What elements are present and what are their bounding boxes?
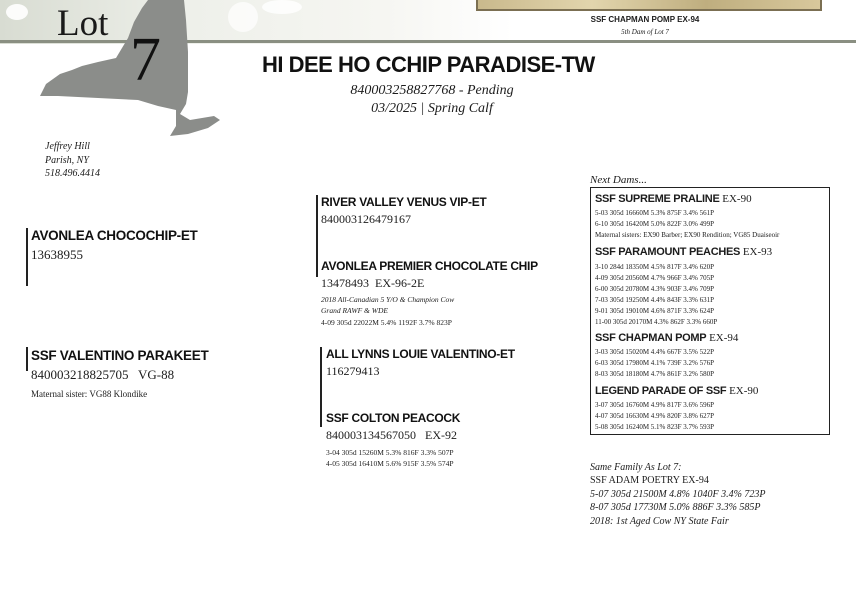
sire-dam-note: 2018 All-Canadian 5 Y/O & Champion Cow (321, 295, 455, 304)
top-dam-note: 5th Dam of Lot 7 (621, 28, 669, 36)
dam-record: 8-03 305d 18180M 4.7% 861F 3.2% 580P (595, 370, 715, 378)
top-dam-name: SSF CHAPMAN POMP EX-94 (590, 15, 700, 24)
sire-sire-registration: 840003126479167 (321, 212, 411, 226)
flower-decoration (228, 2, 258, 32)
dam-record: 3-03 305d 15020M 4.4% 667F 3.5% 522P (595, 348, 715, 356)
animal-birth: 03/2025 | Spring Calf (371, 101, 493, 116)
dam-record: 3-10 284d 18350M 4.5% 817F 3.4% 620P (595, 263, 715, 271)
same-family-section (590, 461, 766, 528)
same-family-record: 5-07 305d 21500M 4.8% 1040F 3.4% 723P (590, 488, 766, 500)
sire-dam-registration: 13478493 EX-96-2E (321, 276, 425, 290)
same-family-record: 8-07 305d 17730M 5.0% 886F 3.3% 585P (590, 502, 761, 514)
animal-registration: 840003258827768 - Pending (350, 83, 514, 98)
dam-record: 5-08 305d 16240M 5.1% 823F 3.7% 593P (595, 423, 715, 431)
dam-score: EX-90 (729, 385, 759, 397)
dam-note: Maternal sisters: EX90 Barber; EX90 Rendition; VG85 Duaiseoir (595, 231, 780, 239)
dam-title (595, 246, 772, 258)
dam-record: 7-03 305d 19250M 4.4% 843F 3.3% 631P (595, 296, 715, 304)
consignor-phone: 518.496.4414 (45, 168, 100, 179)
dam-record: 4-09 305d 20560M 4.7% 966F 3.4% 705P (595, 274, 715, 282)
consignor-info (45, 140, 100, 181)
animal-name: HI DEE HO CCHIP PARADISE-TW (262, 52, 595, 77)
pedigree-bracket-sire-side (316, 195, 318, 277)
dam-record: 4-07 305d 16630M 4.9% 820F 3.8% 627P (595, 412, 715, 420)
same-family-award: 2018: 1st Aged Cow NY State Fair (590, 515, 729, 527)
lot-number: 7 (130, 26, 161, 94)
sire-dam-name: AVONLEA PREMIER CHOCOLATE CHIP (321, 259, 538, 273)
dam-dam-record: 4-05 305d 16410M 5.6% 915F 3.5% 574P (326, 459, 454, 468)
lot-label: Lot (57, 3, 109, 44)
dam-record: 11-00 305d 20170M 4.3% 862F 3.3% 660P (595, 318, 718, 326)
dam-name: SSF PARAMOUNT PEACHES (595, 246, 741, 258)
dam-record: 6-03 305d 17980M 4.1% 739F 3.2% 576P (595, 359, 715, 367)
same-family-label: Same Family As Lot 7: (590, 462, 682, 473)
dam-name: SSF CHAPMAN POMP (595, 332, 707, 344)
next-dams-label: Next Dams... (590, 174, 647, 186)
next-dams-box (590, 187, 830, 435)
pedigree-bracket-dam (26, 347, 28, 371)
sire-registration: 13638955 (31, 247, 83, 262)
consignor-location: Parish, NY (45, 154, 89, 166)
dam-note: Maternal sister: VG88 Klondike (31, 389, 148, 399)
same-family-name: SSF ADAM POETRY EX-94 (590, 475, 709, 487)
dam-record: 3-07 305d 16760M 4.9% 817F 3.6% 596P (595, 401, 715, 409)
dam-score: EX-93 (742, 246, 773, 258)
dam-name: SSF VALENTINO PARAKEET (31, 348, 209, 363)
dam-score: EX-90 (722, 193, 752, 205)
flower-decoration (6, 4, 28, 20)
flower-decoration (262, 0, 302, 14)
dam-dam-record: 3-04 305d 15260M 5.3% 816F 3.3% 507P (326, 448, 454, 457)
dam-title (595, 385, 758, 397)
consignor-name: Jeffrey Hill (45, 141, 90, 152)
dam-registration: 840003218825705 VG-88 (31, 367, 175, 382)
pedigree-photo (476, 0, 822, 11)
pedigree-bracket-dam-side (320, 347, 322, 427)
dam-dam-name: SSF COLTON PEACOCK (326, 411, 461, 425)
dam-sire-name: ALL LYNNS LOUIE VALENTINO-ET (326, 347, 515, 361)
dam-title (595, 193, 752, 205)
dam-record: 6-10 305d 16420M 5.0% 822F 3.0% 499P (595, 220, 715, 228)
dam-sire-registration: 116279413 (326, 364, 380, 378)
dam-dam-registration: 840003134567050 EX-92 (326, 428, 457, 442)
sire-dam-note: Grand RAWF & WDE (321, 306, 389, 315)
sire-sire-name: RIVER VALLEY VENUS VIP-ET (321, 195, 487, 209)
dam-name: LEGEND PARADE OF SSF (595, 385, 727, 397)
dam-title (595, 332, 738, 344)
dam-score: EX-94 (709, 332, 739, 344)
sire-name: AVONLEA CHOCOCHIP-ET (31, 228, 198, 243)
pedigree-bracket-sire (26, 228, 28, 286)
dam-record: 9-01 305d 19010M 4.6% 871F 3.3% 624P (595, 307, 715, 315)
dam-name: SSF SUPREME PRALINE (595, 193, 720, 205)
dam-record: 5-03 305d 16660M 5.3% 875F 3.4% 561P (595, 209, 715, 217)
dam-record: 6-00 305d 20780M 4.3% 903F 3.4% 709P (595, 285, 715, 293)
sire-dam-record: 4-09 305d 22022M 5.4% 1192F 3.7% 823P (321, 318, 452, 327)
